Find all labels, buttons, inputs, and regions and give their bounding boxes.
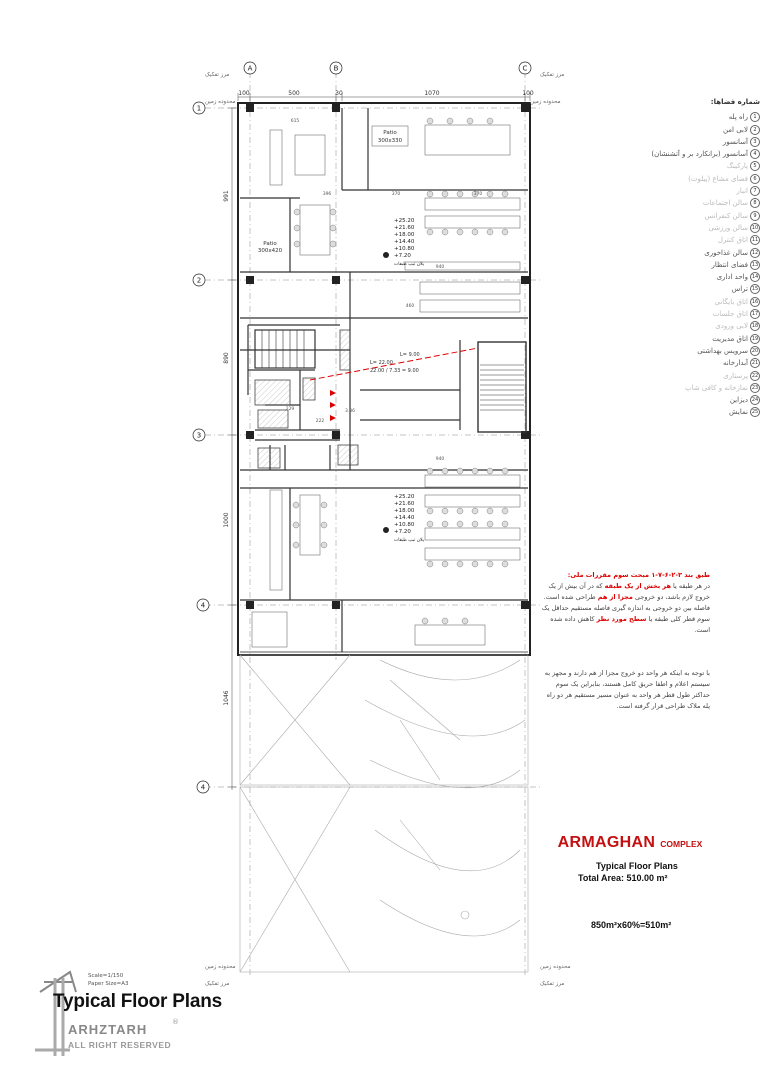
note-text: طراحی شده است. فاصله بین دو خروجی به اندازه گیری فاصله مستقیم حداقل یک سوم قطر کلی طبقه یا (541, 593, 710, 623)
legend-item (650, 124, 760, 136)
legend-item (650, 160, 760, 172)
total-area: Total Area: 510.00 m² (578, 873, 668, 883)
room-legend (650, 96, 760, 419)
legend-number: 2 (750, 125, 760, 135)
logo-wordmark: ARHZTARH (68, 1022, 148, 1037)
boundary-label: محدوده زمین (530, 99, 561, 105)
boundary-label: محدوده زمین (205, 964, 236, 970)
legend-label: نمازخانه و کافی شاپ (685, 383, 748, 392)
rights-text: ALL RIGHT RESERVED (68, 1040, 172, 1050)
legend-item (650, 357, 760, 369)
legend-label: پارکینگ (726, 162, 748, 171)
legend-number: 8 (750, 198, 760, 208)
legend-label: دیزاین (729, 396, 748, 405)
legend-item (650, 259, 760, 271)
legend-number: 13 (751, 261, 759, 268)
legend-item (650, 296, 760, 308)
note-text: کاهش داده شده است. (550, 615, 710, 634)
legend-label: سالن اجتماعات (702, 199, 748, 208)
drawing-scale (88, 972, 129, 988)
plan-subtitle: Typical Floor Plans (596, 861, 678, 871)
legend-number: 15 (751, 286, 759, 293)
legend-number: 14 (751, 274, 759, 281)
project-info (578, 860, 708, 884)
inner-dim: 370 (391, 192, 401, 197)
legend-label: انبار (736, 187, 748, 196)
legend-number: 4 (750, 149, 760, 159)
inner-dim: 396 (322, 192, 332, 197)
legend-label: تراس (731, 285, 748, 294)
inner-dim: 222 (315, 419, 325, 424)
level-text: +7.20 (394, 253, 411, 259)
grid-label: 3 (196, 431, 202, 440)
legend-label: نمایش (728, 408, 748, 417)
inner-dim: 3.36 (344, 409, 356, 414)
note-highlight: مجزا از هم (597, 593, 633, 601)
legend-number: 20 (751, 347, 759, 354)
legend-number: 1 (750, 112, 760, 122)
project-brand (540, 832, 720, 852)
legend-number: 23 (751, 384, 759, 391)
note-highlight: سطح مورد نظر (596, 615, 647, 623)
legend-item (650, 148, 760, 160)
legend-label: اتاق مدیریت (712, 334, 748, 343)
patio-size: 300x420 (257, 248, 283, 254)
legend-list (650, 111, 760, 418)
level-text: +14.40 (394, 515, 415, 521)
legend-label: آسانسور (722, 137, 748, 146)
site-area (240, 655, 528, 972)
grid-label: 4 (200, 783, 206, 792)
paper-size-text: Paper Size=A3 (88, 981, 129, 987)
legend-number: 3 (750, 137, 760, 147)
legend-item (650, 271, 760, 283)
legend-label: اتاق جلسات (712, 310, 748, 319)
level-text: +10.80 (394, 522, 415, 528)
note-highlight: هر بخش از یک طبقه (604, 582, 671, 590)
legend-item (650, 197, 760, 209)
stair-calc: L= 22.00 (370, 360, 393, 366)
level-text: +7.20 (394, 529, 411, 535)
legend-item (650, 320, 760, 332)
levels-lower (383, 494, 425, 543)
boundary-label: محدوده زمین (540, 964, 571, 970)
level-marker-icon (383, 252, 389, 258)
legend-heading: شماره فضاها: (710, 98, 760, 106)
legend-item (650, 370, 760, 382)
legend-item (650, 394, 760, 406)
inner-dim: 229 (285, 407, 295, 412)
stair-left (255, 330, 315, 368)
inner-dim: 940 (435, 457, 445, 462)
legend-item (650, 136, 760, 148)
level-text: +21.60 (394, 501, 415, 507)
grid-bubble-1 (193, 102, 205, 114)
legend-item (650, 173, 760, 185)
legend-label: فضای انتظار (711, 260, 748, 269)
dim-text: 30 (335, 90, 343, 97)
boundary-label: مرز تفکیک (205, 72, 230, 78)
legend-number: 10 (751, 224, 759, 231)
inner-dimension-texts (286, 118, 483, 462)
dim-text: 500 (288, 90, 300, 97)
legend-item (650, 308, 760, 320)
stair-right (478, 342, 526, 432)
legend-number: 11 (751, 237, 759, 244)
grid-bubble-c (519, 62, 531, 74)
dim-text: 1000 (223, 512, 230, 528)
dim-text: 100 (238, 90, 250, 97)
page-title: Typical Floor Plans (53, 991, 222, 1012)
note-text: که در آن بیش از یک خروج لازم باشد، دو خروجی (548, 582, 710, 601)
legend-number: 16 (751, 298, 759, 305)
legend-label: واحد اداری (716, 273, 748, 282)
inner-dim: 370 (473, 192, 483, 197)
legend-number: 7 (750, 186, 760, 196)
note-text: در هر طبقه یا (673, 582, 710, 590)
project-suffix: COMPLEX (660, 839, 703, 849)
legend-number: 5 (750, 161, 760, 171)
boundary-label: مرز تفکیک (540, 72, 565, 78)
legend-label: آسانسور (برانکارد بر و آتشنشان) (651, 150, 748, 159)
legend-item (650, 247, 760, 259)
legend-number: 6 (750, 174, 760, 184)
legend-number: 25 (751, 409, 759, 416)
project-name: ARMAGHAN (557, 834, 656, 851)
legend-label: سالن ورزشی (708, 223, 748, 232)
legend-item (650, 185, 760, 197)
grid-label: B (333, 64, 339, 73)
legend-number: 9 (750, 211, 760, 221)
patio-label: Patio (263, 241, 277, 247)
legend-label: اتاق بایگانی (714, 297, 748, 306)
legend-item (650, 345, 760, 357)
dim-text: 1070 (424, 90, 440, 97)
legend-label: لابی امن (722, 125, 748, 134)
escape-route (310, 348, 478, 421)
grid-label: 1 (196, 104, 202, 113)
legend-label: سالن غذاخوری (704, 248, 748, 257)
legend-number: 19 (751, 335, 759, 342)
grid-bubble-2 (193, 274, 205, 286)
grid-bubbles (193, 62, 531, 793)
grid-label: A (247, 64, 253, 73)
registered-mark: ® (172, 1018, 179, 1026)
legend-number: 18 (751, 323, 759, 330)
legend-item (650, 283, 760, 295)
inner-dim: 940 (435, 265, 445, 270)
columns (246, 104, 529, 609)
legend-label: آبدارخانه (722, 359, 748, 368)
legend-item (650, 222, 760, 234)
legend-item (650, 210, 760, 222)
legend-item (650, 382, 760, 394)
patio-label: Patio (383, 130, 397, 136)
legend-label: راه پله (728, 113, 748, 122)
level-marker-icon (383, 527, 389, 533)
levels-upper (383, 218, 425, 267)
level-text: +14.40 (394, 239, 415, 245)
grid-bubble-3 (193, 429, 205, 441)
legend-label: پرستاری (723, 371, 748, 380)
level-text: +25.20 (394, 494, 415, 500)
level-text: +18.00 (394, 232, 415, 238)
stair-calc-texts (370, 352, 420, 374)
legend-item (650, 234, 760, 246)
legend-label: لابی ورودی (715, 322, 748, 331)
legend-item (650, 111, 760, 123)
legend-item (650, 406, 760, 418)
level-text: +10.80 (394, 246, 415, 252)
grid-bubble-a (244, 62, 256, 74)
legend-number: 12 (751, 249, 759, 256)
dim-text: 890 (223, 352, 230, 364)
legend-label: سرویس بهداشتی (697, 346, 748, 355)
grid-bubble-4 (197, 599, 209, 611)
level-caption: پلان تیپ طبقات (394, 262, 424, 267)
legend-number: 24 (751, 397, 759, 404)
grid-label: 2 (196, 276, 202, 285)
legend-label: سالن کنفرانس (704, 211, 748, 220)
code-note (540, 570, 710, 636)
inner-dim: 460 (405, 304, 415, 309)
legend-number: 21 (751, 360, 759, 367)
stair-calc: L= 9.00 (400, 352, 420, 358)
boundary-label: مرز تفکیک (540, 981, 565, 987)
escape-note: با توجه به اینکه هر واحد دو خروج مجزا از هم دارند و مجهز به سیستم اعلام و اطفا حریق کامل هستند، بنابراین یک سوم حداکثر طول قطر هر واحد به عنوان مسیر مستقیم هر دو راه پله ملاک طراحی قرار گرفته است. (544, 669, 710, 710)
area-formula: 850m²x60%=510m² (591, 920, 672, 930)
legend-label: فضای مشاع (پیلوت) (688, 174, 748, 183)
level-text: +21.60 (394, 225, 415, 231)
level-text: +25.20 (394, 218, 415, 224)
legend-number: 17 (751, 311, 759, 318)
grid-bubble-4b (197, 781, 209, 793)
grid-label: C (522, 64, 528, 73)
level-text: +18.00 (394, 508, 415, 514)
legend-item (650, 333, 760, 345)
legend-number: 22 (751, 372, 759, 379)
legend-label: اتاق کنترل (717, 236, 748, 245)
dim-text: 100 (522, 90, 534, 97)
dim-text: 991 (223, 190, 230, 202)
patio-size: 300x330 (377, 138, 403, 144)
note-title: طبق بند ۳-۲-۶-۷-۱ مبحث سوم مقررات ملی: (567, 571, 710, 579)
inner-dim: 615 (290, 119, 300, 124)
scale-text: Scale=1/150 (88, 973, 124, 979)
boundary-label: محدوده زمین (205, 99, 236, 105)
dim-text: 1046 (223, 690, 230, 706)
boundary-label: مرز تفکیک (205, 981, 230, 987)
grid-bubble-b (330, 62, 342, 74)
level-caption: پلان تیپ طبقات (394, 538, 424, 543)
desks-lower (252, 475, 520, 647)
grid-label: 4 (200, 601, 206, 610)
stair-calc: 22.00 / 7.33 = 9.00 (370, 368, 419, 374)
